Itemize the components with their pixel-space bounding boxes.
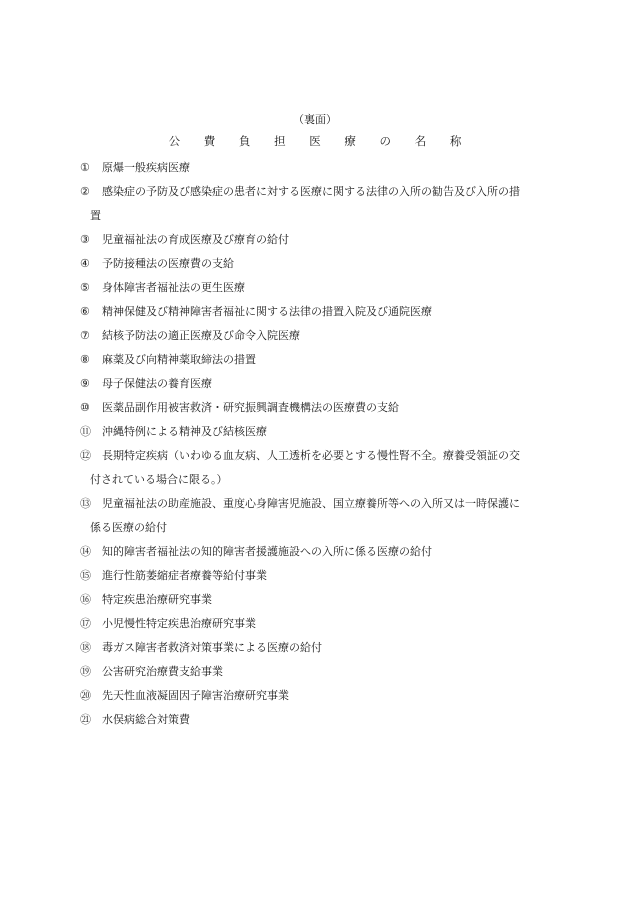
item-text-main: 毒ガス障害者救済対策事業による医療の給付: [102, 641, 322, 654]
item-number: ②: [80, 185, 90, 198]
item-text: [102, 684, 560, 708]
item-number: ⑳: [80, 689, 91, 702]
list-item: [80, 636, 560, 660]
item-number: ⑰: [80, 617, 91, 630]
item-text-main: 児童福祉法の育成医療及び療育の給付: [102, 233, 289, 246]
item-text: [90, 492, 560, 540]
document-title: 公 費 負 担 医 療 の 名 称: [168, 134, 472, 148]
item-text-main: 麻薬及び向精神薬取締法の措置: [102, 353, 256, 366]
list-item: [80, 276, 560, 300]
item-number: ⑱: [80, 641, 91, 654]
item-text-main: 水俣病総合対策費: [102, 713, 190, 726]
item-text: [102, 396, 560, 420]
item-number: ⑯: [80, 593, 91, 606]
item-text: [102, 564, 560, 588]
list-item: [80, 564, 560, 588]
item-text: [102, 276, 560, 300]
item-text-main: 先天性血液凝固因子障害治療研究事業: [102, 689, 289, 702]
item-text-main: 医薬品副作用被害救済・研究振興調査機構法の医療費の支給: [102, 401, 399, 414]
public-expense-list: [80, 156, 560, 732]
item-text: [102, 324, 560, 348]
item-number: ㉑: [80, 713, 91, 726]
item-number: ⑭: [80, 545, 91, 558]
item-number: ⑮: [80, 569, 91, 582]
page-side-note: （裏面）: [293, 113, 337, 126]
item-text: [102, 612, 560, 636]
item-number: ⑨: [80, 377, 90, 390]
item-text-continuation: 付されている場合に限る。）: [90, 473, 228, 486]
item-text: [102, 708, 560, 732]
list-item: [80, 492, 560, 540]
item-text-main: 長期特定疾病（いわゆる血友病、人工透析を必要とする慢性腎不全。療養受領証の交: [102, 449, 520, 462]
list-item: [80, 540, 560, 564]
item-text: [102, 588, 560, 612]
list-item: [80, 252, 560, 276]
item-text-main: 母子保健法の養育医療: [102, 377, 212, 390]
item-text-main: 予防接種法の医療費の支給: [102, 257, 234, 270]
list-item: [80, 180, 560, 228]
item-text: [102, 156, 560, 180]
list-item: [80, 372, 560, 396]
item-text-continuation: 置: [90, 209, 101, 222]
list-item: [80, 348, 560, 372]
item-text: [102, 252, 560, 276]
item-text-main: 知的障害者福祉法の知的障害者援護施設への入所に係る医療の給付: [102, 545, 432, 558]
list-item: [80, 324, 560, 348]
item-number: ⑪: [80, 425, 91, 438]
list-item: [80, 300, 560, 324]
item-text: [90, 444, 560, 492]
item-text-main: 原爆一般疾病医療: [102, 161, 190, 174]
item-number: ⑤: [80, 281, 90, 294]
list-item: [80, 228, 560, 252]
item-number: ⑩: [80, 401, 90, 414]
item-text-main: 感染症の予防及び感染症の患者に対する医療に関する法律の入所の勧告及び入所の措: [102, 185, 520, 198]
item-number: ⑥: [80, 305, 90, 318]
list-item: [80, 156, 560, 180]
item-number: ⑫: [80, 449, 91, 462]
list-item: [80, 612, 560, 636]
item-text-main: 精神保健及び精神障害者福祉に関する法律の措置入院及び通院医療: [102, 305, 432, 318]
item-number: ⑦: [80, 329, 90, 342]
item-text: [102, 420, 560, 444]
item-text-main: 児童福祉法の助産施設、重度心身障害児施設、国立療養所等への入所又は一時保護に: [102, 497, 520, 510]
item-number: ④: [80, 257, 90, 270]
list-item: [80, 420, 560, 444]
item-text: [102, 300, 560, 324]
item-number: ③: [80, 233, 90, 246]
item-text-main: 特定疾患治療研究事業: [102, 593, 212, 606]
list-item: [80, 444, 560, 492]
list-item: [80, 588, 560, 612]
item-text: [90, 180, 560, 228]
list-item: [80, 396, 560, 420]
item-text: [102, 372, 560, 396]
list-item: [80, 708, 560, 732]
item-text-main: 沖縄特例による精神及び結核医療: [102, 425, 267, 438]
item-text: [102, 348, 560, 372]
item-text-main: 結核予防法の適正医療及び命令入院医療: [102, 329, 300, 342]
item-text: [102, 660, 560, 684]
item-text-main: 公害研究治療費支給事業: [102, 665, 223, 678]
item-text-main: 進行性筋萎縮症者療養等給付事業: [102, 569, 267, 582]
item-number: ①: [80, 161, 90, 174]
item-text-main: 小児慢性特定疾患治療研究事業: [102, 617, 256, 630]
item-number: ⑧: [80, 353, 90, 366]
item-text: [102, 636, 560, 660]
item-text-continuation: 係る医療の給付: [90, 521, 167, 534]
item-text: [102, 228, 560, 252]
list-item: [80, 684, 560, 708]
list-item: [80, 660, 560, 684]
item-number: ⑲: [80, 665, 91, 678]
item-number: ⑬: [80, 497, 91, 510]
item-text: [102, 540, 560, 564]
item-text-main: 身体障害者福祉法の更生医療: [102, 281, 245, 294]
